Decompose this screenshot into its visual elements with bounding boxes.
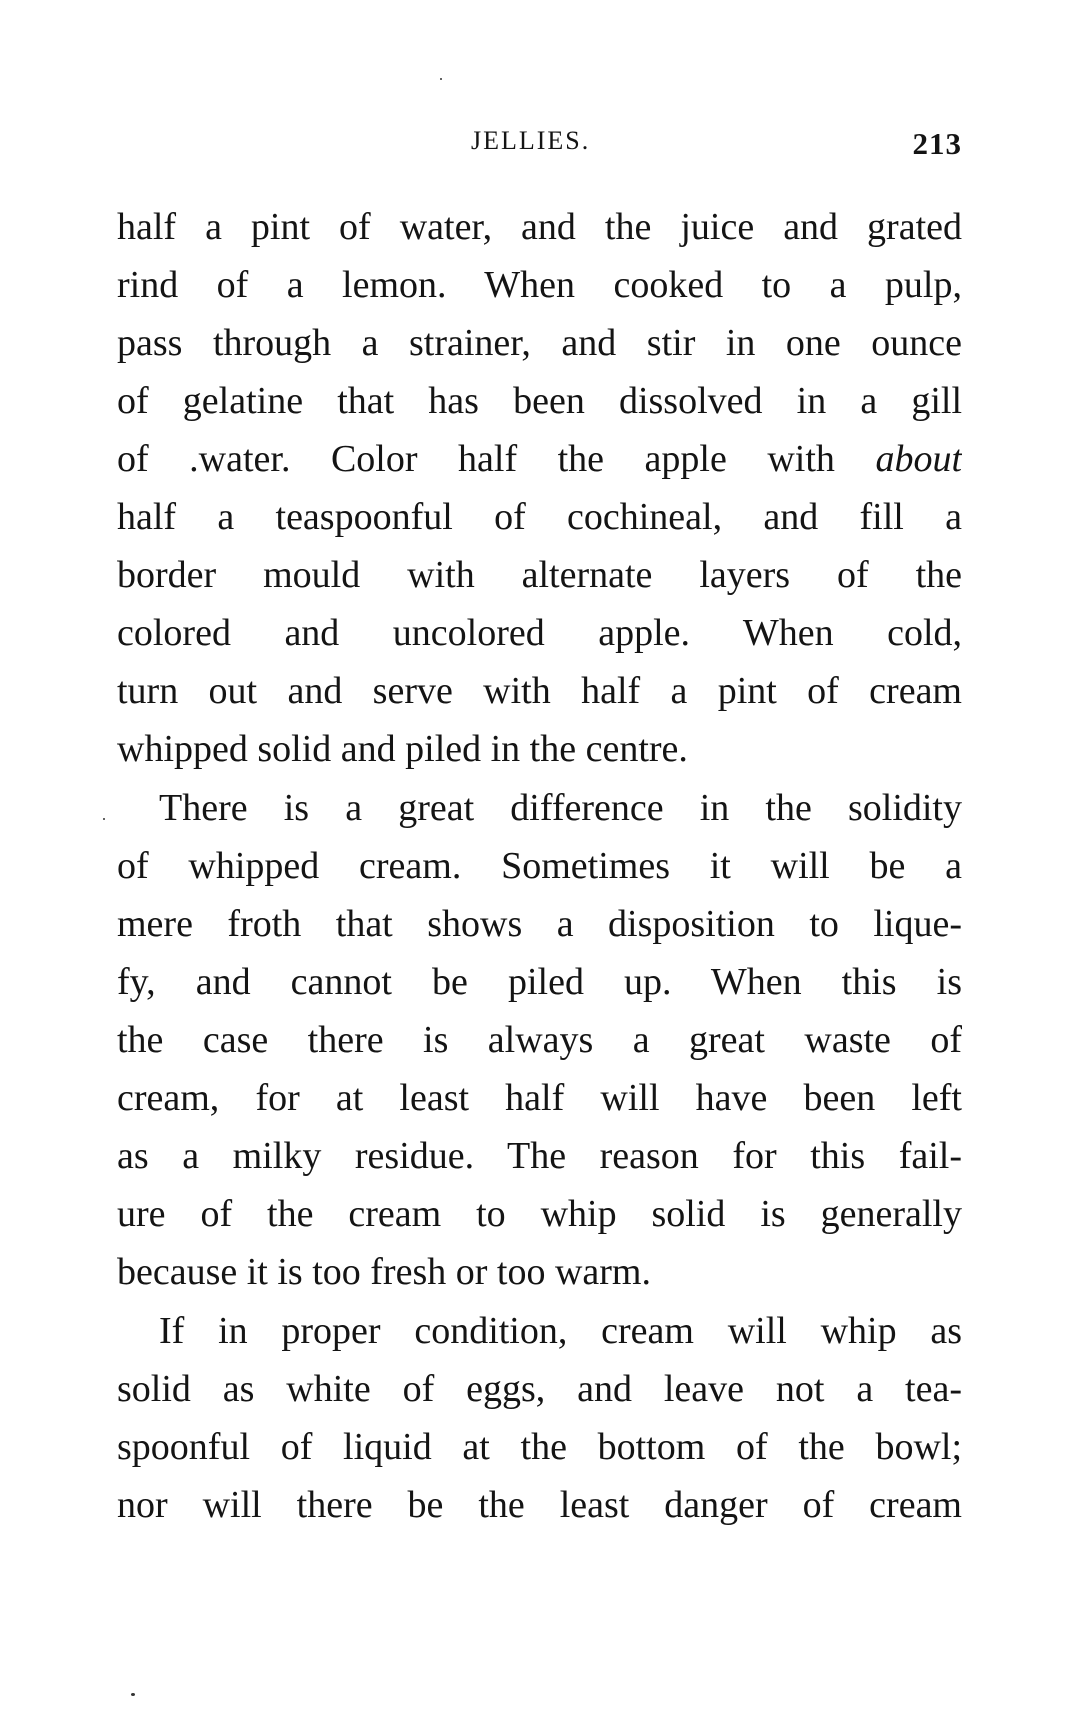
- body-text: [117, 198, 962, 1534]
- text-line: ure of the cream to whip solid is generally: [117, 1193, 962, 1235]
- text-line: turn out and serve with half a pint of cream: [117, 670, 962, 712]
- paragraph-first-line: If in proper condition, cream will whip as: [159, 1310, 962, 1352]
- text-line: nor will there be the least danger of cream: [117, 1484, 962, 1526]
- page-header: [117, 126, 962, 166]
- text-line: because it is too fresh or too warm.: [117, 1251, 651, 1293]
- print-speck: [440, 78, 442, 80]
- text-line: fy, and cannot be piled up. When this is: [117, 961, 962, 1003]
- page-number: 213: [912, 126, 962, 161]
- text-line: the case there is always a great waste of: [117, 1019, 962, 1061]
- text-line: cream, for at least half will have been left: [117, 1077, 962, 1119]
- text-line: solid as white of eggs, and leave not a tea-: [117, 1368, 962, 1410]
- text-line: colored and uncolored apple. When cold,: [117, 612, 962, 654]
- running-head: JELLIES.: [471, 126, 591, 155]
- text-line: spoonful of liquid at the bottom of the bowl;: [117, 1426, 962, 1468]
- text-line: rind of a lemon. When cooked to a pulp,: [117, 264, 962, 306]
- print-speck: [131, 1693, 135, 1696]
- text-line: as a milky residue. The reason for this fail-: [117, 1135, 962, 1177]
- text-line: mere froth that shows a disposition to lique-: [117, 903, 962, 945]
- paragraph-first-line: There is a great difference in the solidity: [159, 787, 962, 829]
- text-segment: of .water. Color half the apple with: [117, 438, 835, 480]
- text-line: pass through a strainer, and stir in one ounce: [117, 322, 962, 364]
- text-line: half a teaspoonful of cochineal, and fill a: [117, 496, 962, 538]
- text-line: of gelatine that has been dissolved in a gill: [117, 380, 962, 422]
- text-line: whipped solid and piled in the centre.: [117, 728, 688, 770]
- print-speck: [103, 818, 105, 820]
- text-line: [117, 430, 962, 488]
- italic-word: about: [875, 438, 962, 480]
- text-line: half a pint of water, and the juice and grated: [117, 206, 962, 248]
- text-line: border mould with alternate layers of the: [117, 554, 962, 596]
- text-line: of whipped cream. Sometimes it will be a: [117, 845, 962, 887]
